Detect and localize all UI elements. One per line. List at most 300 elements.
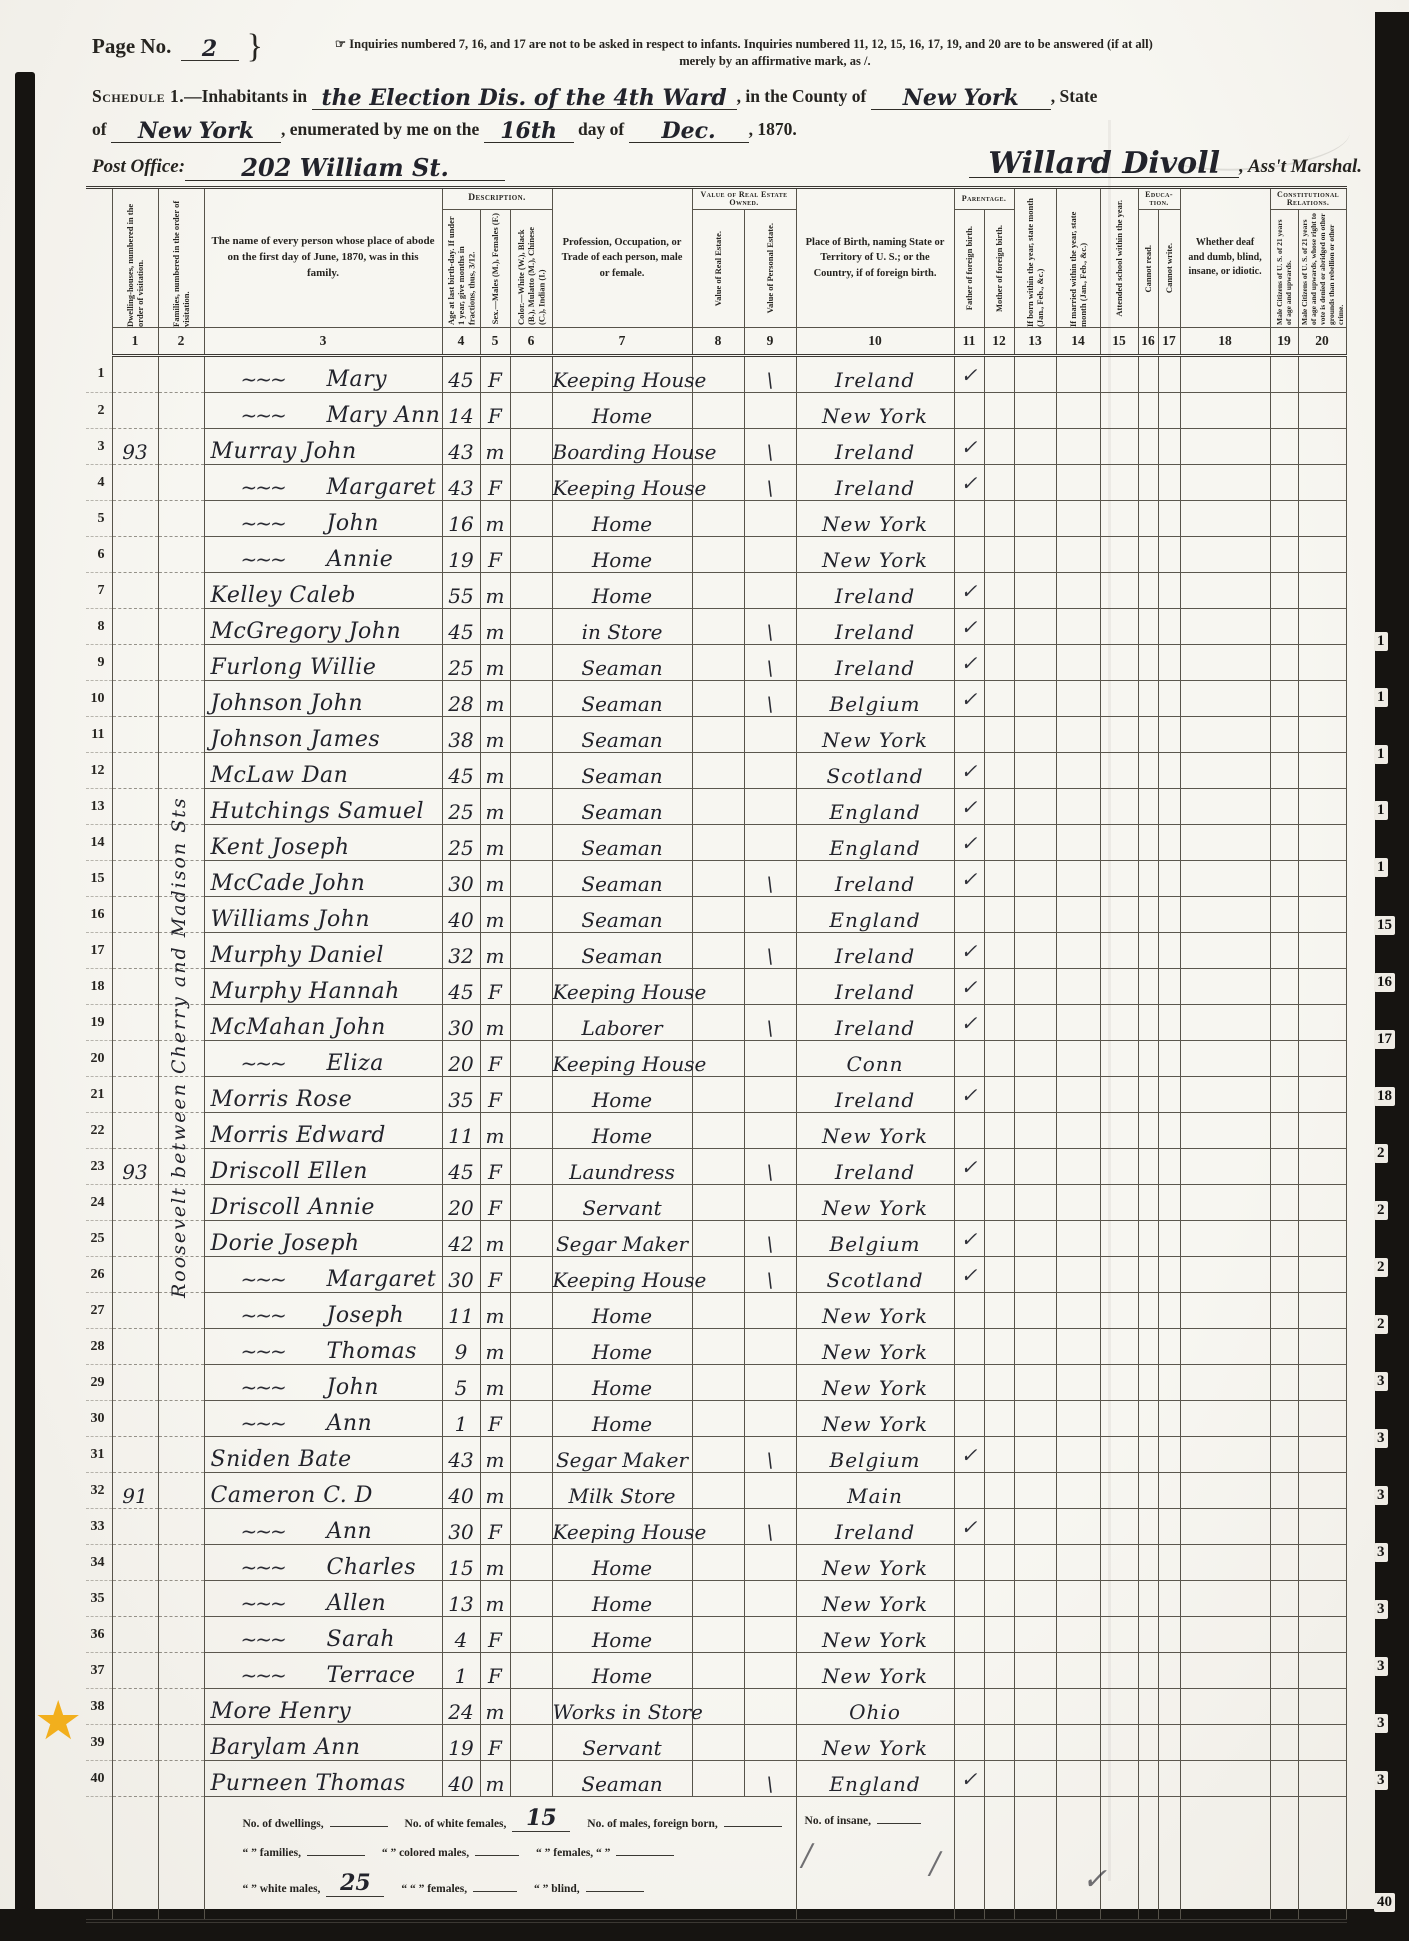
cell-age: 45 (442, 609, 480, 645)
cell-occupation: Keeping House (552, 1041, 692, 1077)
schedule-text3: , State (1050, 85, 1098, 106)
cell-cannot-write (1158, 1041, 1180, 1077)
dwellings-label: No. of dwellings, (242, 1818, 324, 1830)
column-number: 19 (1270, 328, 1298, 356)
cell-age: 19 (442, 1725, 480, 1761)
person-name: Terrace (326, 1663, 416, 1688)
cell-male-citizen-denied (1298, 1653, 1346, 1689)
col-header-real-estate-text: Value of Real Estate. (712, 230, 723, 307)
cell-father-foreign-tick (954, 1725, 984, 1761)
cell-dwelling-number (112, 1581, 158, 1617)
cell-family-number (158, 393, 204, 429)
ditto-mark: ~~~ (240, 511, 285, 535)
cell-sex: m (480, 1581, 510, 1617)
line-number: 16 (86, 897, 112, 933)
marshal-signature: Willard Divoll (969, 150, 1239, 178)
adjacent-page-line-number: 1 (1374, 858, 1388, 877)
cell-age: 30 (442, 861, 480, 897)
cell-male-citizen-denied (1298, 609, 1346, 645)
cell-married-month (1056, 681, 1100, 717)
cell-name (204, 969, 442, 1005)
census-row (86, 573, 1346, 609)
cell-mother-foreign (984, 789, 1014, 825)
cell-father-foreign-tick (954, 1293, 984, 1329)
cell-deaf-dumb (1180, 861, 1270, 897)
cell-married-month (1056, 1005, 1100, 1041)
census-row (86, 897, 1346, 933)
col-header-father-foreign (954, 210, 984, 328)
col-header-dwellings (112, 188, 158, 328)
cell-male-citizen-denied (1298, 1365, 1346, 1401)
cell-dwelling-number (112, 897, 158, 933)
cell-attended-school (1100, 1149, 1138, 1185)
cell-dwelling-number (112, 609, 158, 645)
cell-male-citizen-denied (1298, 681, 1346, 717)
col-header-mother-foreign (984, 210, 1014, 328)
census-row (86, 825, 1346, 861)
cell-father-foreign-tick: ✓ (954, 1077, 984, 1113)
cell-married-month (1056, 1185, 1100, 1221)
cell-cannot-read (1138, 861, 1158, 897)
cell-name (204, 861, 442, 897)
cell-attended-school (1100, 573, 1138, 609)
cell-cannot-write (1158, 681, 1180, 717)
cell-sex: m (480, 933, 510, 969)
cell-personal-estate-tick (744, 825, 796, 861)
census-row (86, 429, 1346, 465)
cell-birthplace: New York (796, 1545, 954, 1581)
line-number: 8 (86, 609, 112, 645)
cell-birthplace: New York (796, 1185, 954, 1221)
cell-dwelling-number: 91 (112, 1473, 158, 1509)
cell-color (510, 825, 552, 861)
cell-attended-school (1100, 825, 1138, 861)
cell-name (204, 537, 442, 573)
families-label: “ ” families, (242, 1847, 301, 1859)
cell-personal-estate-tick: \ (744, 609, 796, 645)
cell-mother-foreign (984, 1329, 1014, 1365)
cell-male-citizen (1270, 1041, 1298, 1077)
census-row (86, 1293, 1346, 1329)
cell-male-citizen (1270, 1077, 1298, 1113)
cell-mother-foreign (984, 1257, 1014, 1293)
line-number: 39 (86, 1725, 112, 1761)
cell-cannot-read (1138, 1149, 1158, 1185)
ditto-mark: ~~~ (240, 367, 285, 391)
insane-blank (877, 1823, 921, 1824)
cell-married-month (1056, 1365, 1100, 1401)
cell-male-citizen (1270, 969, 1298, 1005)
cell-attended-school (1100, 753, 1138, 789)
cell-personal-estate-tick (744, 1689, 796, 1725)
cell-name (204, 681, 442, 717)
footer-totals (204, 1797, 796, 1922)
cell-born-month (1014, 537, 1056, 573)
cell-personal-estate-tick: \ (744, 1257, 796, 1293)
cell-name (204, 573, 442, 609)
cell-male-citizen (1270, 537, 1298, 573)
col-header-personal-estate-text: Value of Personal Estate. (764, 223, 775, 314)
cell-age: 43 (442, 465, 480, 501)
cell-male-citizen-denied (1298, 465, 1346, 501)
cell-born-month (1014, 1725, 1056, 1761)
census-row (86, 717, 1346, 753)
post-office-line (92, 145, 1362, 182)
cell-male-citizen-denied (1298, 1293, 1346, 1329)
cell-birthplace: Scotland (796, 753, 954, 789)
cell-name (204, 1653, 442, 1689)
cell-personal-estate-tick: \ (744, 429, 796, 465)
cell-male-citizen (1270, 1545, 1298, 1581)
cell-male-citizen-denied (1298, 1401, 1346, 1437)
cell-name (204, 1149, 442, 1185)
cell-name (204, 1761, 442, 1797)
cell-attended-school (1100, 645, 1138, 681)
cell-age: 25 (442, 825, 480, 861)
footer-gutter (86, 1797, 112, 1922)
cell-occupation: Keeping House (552, 1509, 692, 1545)
cell-attended-school (1100, 1077, 1138, 1113)
cell-male-citizen (1270, 465, 1298, 501)
cell-mother-foreign (984, 717, 1014, 753)
cell-male-citizen-denied (1298, 356, 1346, 393)
cell-male-citizen (1270, 1653, 1298, 1689)
cell-deaf-dumb (1180, 1077, 1270, 1113)
cell-family-number (158, 1653, 204, 1689)
cell-cannot-read (1138, 501, 1158, 537)
col-header-sex (480, 210, 510, 328)
cell-male-citizen-denied (1298, 1473, 1346, 1509)
adjacent-page-line-number: 3 (1374, 1543, 1388, 1562)
cell-attended-school (1100, 1545, 1138, 1581)
cell-born-month (1014, 681, 1056, 717)
cell-married-month (1056, 1725, 1100, 1761)
cell-dwelling-number (112, 1293, 158, 1329)
cell-cannot-read (1138, 1293, 1158, 1329)
person-name: McMahan John (210, 1015, 386, 1040)
cell-color (510, 753, 552, 789)
column-number: 11 (954, 328, 984, 356)
census-row (86, 1005, 1346, 1041)
cell-name (204, 1077, 442, 1113)
cell-cannot-read (1138, 1617, 1158, 1653)
cell-cannot-write (1158, 465, 1180, 501)
cell-sex: F (480, 1185, 510, 1221)
cell-cannot-write (1158, 1329, 1180, 1365)
line-number: 3 (86, 429, 112, 465)
cell-personal-estate-tick (744, 1617, 796, 1653)
females-foreign-label: “ ” females, “ ” (536, 1847, 611, 1859)
cell-real-estate-value (692, 1725, 744, 1761)
cell-cannot-write (1158, 1725, 1180, 1761)
cell-age: 25 (442, 789, 480, 825)
cell-cannot-write (1158, 1761, 1180, 1797)
ditto-mark: ~~~ (240, 1303, 285, 1327)
cell-deaf-dumb (1180, 465, 1270, 501)
cell-name (204, 1329, 442, 1365)
schedule-label: Schedule 1. (92, 85, 185, 106)
cell-deaf-dumb (1180, 1329, 1270, 1365)
cell-sex: m (480, 1437, 510, 1473)
col-header-dwellings-text: Dwelling-houses, numbered in the order of visitation. (124, 203, 145, 327)
cell-mother-foreign (984, 1113, 1014, 1149)
census-row (86, 933, 1346, 969)
cell-attended-school (1100, 1329, 1138, 1365)
cell-married-month (1056, 861, 1100, 897)
cell-real-estate-value (692, 1149, 744, 1185)
cell-occupation: Home (552, 537, 692, 573)
cell-born-month (1014, 1329, 1056, 1365)
adjacent-page-line-number: 18 (1374, 1087, 1395, 1106)
infant-notice (335, 36, 1215, 70)
cell-color (510, 393, 552, 429)
cell-cannot-write (1158, 1149, 1180, 1185)
cell-cannot-write (1158, 1293, 1180, 1329)
cell-deaf-dumb (1180, 1437, 1270, 1473)
cell-attended-school (1100, 1365, 1138, 1401)
cell-age: 40 (442, 1761, 480, 1797)
cell-male-citizen (1270, 897, 1298, 933)
col-header-cannot-read-text: Cannot read. (1142, 244, 1153, 293)
cell-color (510, 1185, 552, 1221)
ditto-mark: ~~~ (240, 1267, 285, 1291)
cell-birthplace: Ireland (796, 969, 954, 1005)
cell-cannot-read (1138, 537, 1158, 573)
cell-birthplace: England (796, 897, 954, 933)
col-header-age-text: Age at last birth-day. If under 1 year, give months in fractions, thus, 3/12. (445, 216, 477, 325)
cell-mother-foreign (984, 1005, 1014, 1041)
cell-birthplace: Ireland (796, 356, 954, 393)
cell-deaf-dumb (1180, 1653, 1270, 1689)
cell-occupation: Boarding House (552, 429, 692, 465)
cell-name (204, 897, 442, 933)
cell-cannot-write (1158, 1473, 1180, 1509)
cell-sex: F (480, 1257, 510, 1293)
cell-male-citizen (1270, 1005, 1298, 1041)
person-name: Morris Rose (210, 1087, 353, 1112)
person-name: Kent Joseph (210, 835, 350, 860)
blind-label: “ ” blind, (533, 1883, 580, 1895)
cell-birthplace: Ohio (796, 1689, 954, 1725)
cell-personal-estate-tick: \ (744, 356, 796, 393)
cell-father-foreign-tick (954, 537, 984, 573)
col-header-real-estate (692, 210, 744, 328)
cell-dwelling-number (112, 537, 158, 573)
line-number: 32 (86, 1473, 112, 1509)
cell-deaf-dumb (1180, 1005, 1270, 1041)
cell-father-foreign-tick (954, 1617, 984, 1653)
cell-mother-foreign (984, 1293, 1014, 1329)
cell-married-month (1056, 1617, 1100, 1653)
ditto-mark: ~~~ (240, 1411, 285, 1435)
ditto-mark: ~~~ (240, 475, 285, 499)
cell-mother-foreign (984, 1653, 1014, 1689)
cell-dwelling-number (112, 645, 158, 681)
cell-cannot-write (1158, 1257, 1180, 1293)
cell-color (510, 356, 552, 393)
cell-father-foreign-tick (954, 1545, 984, 1581)
cell-cannot-read (1138, 1257, 1158, 1293)
ditto-mark: ~~~ (240, 1375, 285, 1399)
cell-male-citizen (1270, 501, 1298, 537)
census-row (86, 861, 1346, 897)
person-name: Murphy Daniel (210, 943, 384, 968)
adjacent-page-line-number: 2 (1374, 1258, 1388, 1277)
cell-dwelling-number (112, 825, 158, 861)
cell-personal-estate-tick (744, 717, 796, 753)
cell-mother-foreign (984, 969, 1014, 1005)
cell-male-citizen (1270, 861, 1298, 897)
cell-personal-estate-tick (744, 789, 796, 825)
cell-cannot-read (1138, 1401, 1158, 1437)
cell-age: 25 (442, 645, 480, 681)
cell-birthplace: New York (796, 1329, 954, 1365)
ditto-mark: ~~~ (240, 403, 285, 427)
cell-father-foreign-tick: ✓ (954, 1761, 984, 1797)
person-name: Johnson James (210, 727, 381, 752)
page-no-value: 2 (181, 38, 239, 61)
cell-personal-estate-tick: \ (744, 1149, 796, 1185)
line-number: 35 (86, 1581, 112, 1617)
cell-male-citizen-denied (1298, 753, 1346, 789)
cell-father-foreign-tick: ✓ (954, 825, 984, 861)
cell-mother-foreign (984, 1041, 1014, 1077)
cell-color (510, 1689, 552, 1725)
line-number: 1 (86, 356, 112, 393)
cell-male-citizen-denied (1298, 1725, 1346, 1761)
cell-name (204, 1689, 442, 1725)
ditto-mark: ~~~ (240, 1051, 285, 1075)
cell-married-month (1056, 753, 1100, 789)
cell-married-month (1056, 356, 1100, 393)
cell-age: 20 (442, 1041, 480, 1077)
cell-dwelling-number (112, 1617, 158, 1653)
cell-age: 43 (442, 1437, 480, 1473)
cell-birthplace: New York (796, 1113, 954, 1149)
cell-dwelling-number (112, 1761, 158, 1797)
footer-empty (1056, 1797, 1100, 1922)
person-name: Purneen Thomas (210, 1771, 406, 1796)
cell-occupation: Milk Store (552, 1473, 692, 1509)
cell-occupation: Segar Maker (552, 1221, 692, 1257)
cell-married-month (1056, 933, 1100, 969)
schedule-text2: , in the County of (736, 85, 867, 106)
cell-birthplace: New York (796, 1401, 954, 1437)
cell-married-month (1056, 1473, 1100, 1509)
cell-real-estate-value (692, 573, 744, 609)
cell-deaf-dumb (1180, 393, 1270, 429)
cell-mother-foreign (984, 356, 1014, 393)
cell-personal-estate-tick (744, 1365, 796, 1401)
cell-sex: m (480, 717, 510, 753)
ditto-mark: ~~~ (240, 1591, 285, 1615)
families-blank (307, 1855, 365, 1856)
cell-occupation: Laborer (552, 1005, 692, 1041)
cell-personal-estate-tick (744, 1329, 796, 1365)
cell-occupation: Seaman (552, 681, 692, 717)
cell-color (510, 1653, 552, 1689)
cell-mother-foreign (984, 1077, 1014, 1113)
cell-color (510, 969, 552, 1005)
census-row (86, 1509, 1346, 1545)
cell-color (510, 933, 552, 969)
cell-married-month (1056, 717, 1100, 753)
cell-age: 16 (442, 501, 480, 537)
page-number-label (92, 34, 243, 62)
census-row (86, 393, 1346, 429)
footer-line2 (243, 1847, 796, 1859)
cell-color (510, 1041, 552, 1077)
cell-family-number (158, 1581, 204, 1617)
cell-father-foreign-tick (954, 717, 984, 753)
cell-male-citizen (1270, 573, 1298, 609)
cell-sex: F (480, 1077, 510, 1113)
cell-attended-school (1100, 1437, 1138, 1473)
cell-dwelling-number (112, 969, 158, 1005)
col-header-mother-foreign-text: Mother of foreign birth. (993, 224, 1004, 313)
cell-male-citizen-denied (1298, 789, 1346, 825)
column-number: 1 (112, 328, 158, 356)
cell-age: 42 (442, 1221, 480, 1257)
cell-occupation: Seaman (552, 645, 692, 681)
person-name: Charles (326, 1555, 416, 1580)
cell-cannot-write (1158, 1185, 1180, 1221)
cell-personal-estate-tick: \ (744, 933, 796, 969)
column-number: 8 (692, 328, 744, 356)
person-name: Furlong Willie (210, 655, 377, 680)
col-header-cannot-write (1158, 210, 1180, 328)
census-row (86, 1761, 1346, 1797)
cell-occupation: Seaman (552, 933, 692, 969)
cell-male-citizen-denied (1298, 1149, 1346, 1185)
cell-deaf-dumb (1180, 1617, 1270, 1653)
cell-family-number (158, 1365, 204, 1401)
cell-birthplace: Ireland (796, 609, 954, 645)
star-marker-icon: ★ (34, 1689, 83, 1752)
cell-born-month (1014, 1185, 1056, 1221)
cell-sex: m (480, 861, 510, 897)
insane-label: No. of insane, (804, 1815, 871, 1827)
cell-deaf-dumb (1180, 753, 1270, 789)
cell-deaf-dumb (1180, 825, 1270, 861)
cell-occupation: Home (552, 1401, 692, 1437)
cell-married-month (1056, 1329, 1100, 1365)
cell-cannot-read (1138, 1509, 1158, 1545)
cell-born-month (1014, 789, 1056, 825)
col-header-name: The name of every person whose place of abode on the first day of June, 1870, was in this family. (204, 188, 442, 328)
cell-occupation: Home (552, 1077, 692, 1113)
line-number: 10 (86, 681, 112, 717)
column-number-row (86, 328, 1346, 356)
cell-sex: m (480, 1329, 510, 1365)
line-number: 27 (86, 1293, 112, 1329)
scan-edge-left (15, 72, 35, 1941)
cell-attended-school (1100, 501, 1138, 537)
cell-real-estate-value (692, 789, 744, 825)
line-number: 33 (86, 1509, 112, 1545)
cell-married-month (1056, 825, 1100, 861)
cell-cannot-read (1138, 393, 1158, 429)
colored-females-blank (473, 1891, 517, 1892)
cell-male-citizen (1270, 1365, 1298, 1401)
cell-mother-foreign (984, 645, 1014, 681)
adjacent-page-line-number: 3 (1374, 1771, 1388, 1790)
colored-females-label: “ “ ” females, (401, 1883, 468, 1895)
line-number: 20 (86, 1041, 112, 1077)
cell-cannot-write (1158, 537, 1180, 573)
cell-dwelling-number (112, 393, 158, 429)
cell-occupation: Home (552, 1329, 692, 1365)
